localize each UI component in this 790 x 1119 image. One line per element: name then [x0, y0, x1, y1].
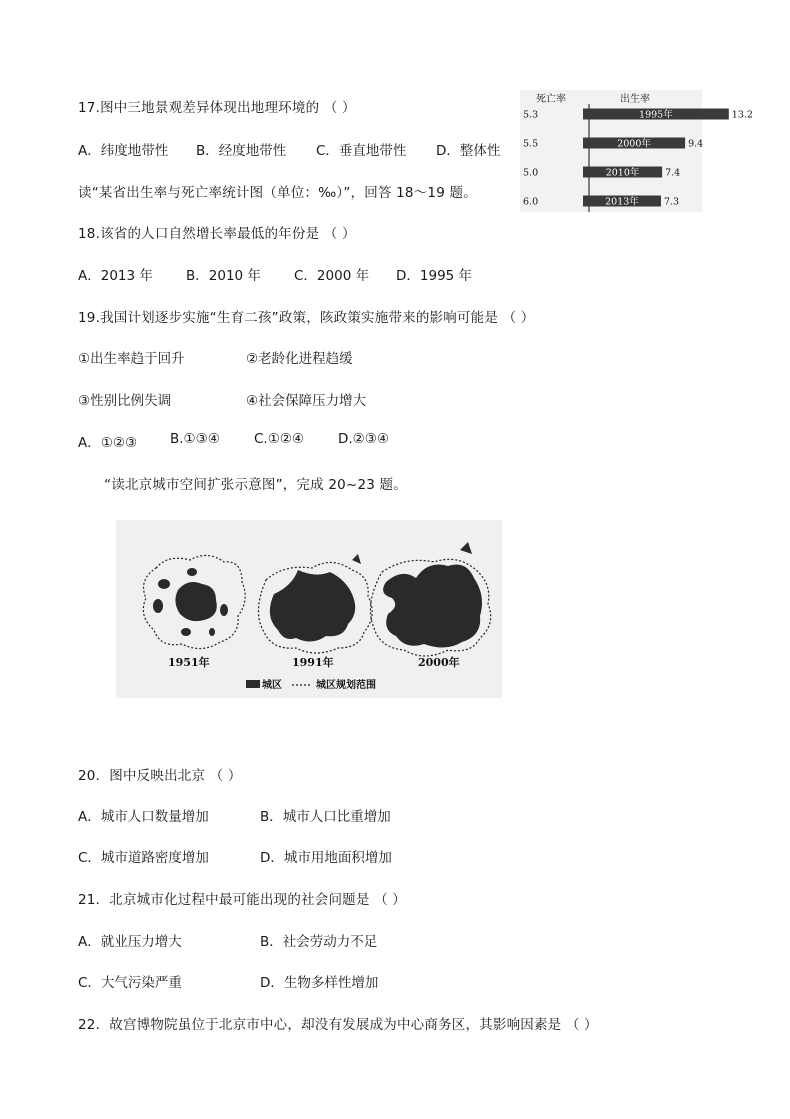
q21-option-c[interactable]: C．大气污染严重	[78, 975, 182, 991]
q21-option-b[interactable]: B．社会劳动力不足	[260, 934, 378, 950]
q19-option-b[interactable]: B.①③④	[170, 431, 220, 447]
q17-option-b[interactable]: B．经度地带性	[196, 143, 287, 159]
q17-option-a[interactable]: A．纬度地带性	[78, 143, 169, 159]
legend-urban-swatch	[246, 680, 260, 688]
death-rate-label-1: 5.5	[523, 138, 539, 150]
q19-item-1: ①出生率趋于回升	[78, 351, 185, 367]
death-rate-label-0: 5.3	[523, 109, 539, 121]
q19-option-a[interactable]: A．①②③	[78, 435, 138, 451]
map-label-1991: 1991年	[292, 656, 334, 669]
birth-death-rate-chart	[520, 90, 753, 212]
legend-death-rate: 死亡率	[536, 94, 566, 105]
q18-option-a[interactable]: A．2013 年	[78, 268, 153, 284]
q18-stem: 18.该省的人口自然增长率最低的年份是 （ ）	[78, 226, 356, 242]
q17-option-d[interactable]: D．整体性	[436, 143, 501, 159]
q17-stem: 17.图中三地景观差异体现出地理环境的 （ ）	[78, 100, 356, 116]
bar-category-label-1: 2000年	[617, 138, 651, 150]
q20-option-d[interactable]: D．城市用地面积增加	[260, 850, 392, 866]
bar-category-label-2: 2010年	[605, 167, 640, 179]
q18-option-d[interactable]: D．1995 年	[396, 268, 473, 284]
q18-option-b[interactable]: B．2010 年	[186, 268, 261, 284]
q21-option-a[interactable]: A．就业压力增大	[78, 934, 182, 950]
q19-stem: 19.我国计划逐步实施“生育二孩”政策，陔政策实施带来的影响可能是 （ ）	[78, 310, 535, 326]
map-1991	[258, 554, 372, 669]
birth-rate-label-3: 7.3	[663, 196, 680, 208]
map-label-2000: 2000年	[418, 656, 460, 669]
birth-rate-label-2: 7.4	[665, 167, 681, 179]
map-1951	[143, 555, 245, 669]
q21-option-d[interactable]: D．生物多样性增加	[260, 975, 379, 991]
birth-rate-label-0: 13.2	[731, 109, 753, 121]
beijing-expansion-map	[116, 520, 502, 698]
q20-stem: 20．图中反映出北京 （ ）	[78, 768, 242, 784]
legend-urban-label: 城区	[262, 680, 282, 691]
legend-birth-rate: 出生率	[620, 94, 650, 105]
map-2000	[370, 542, 490, 669]
birth-rate-label-1: 9.4	[688, 138, 704, 150]
q20-option-a[interactable]: A．城市人口数量增加	[78, 809, 209, 825]
intro-18-19: 读“某省出生率与死亡率统计图（单位：‰）”，回答 18～19 题。	[78, 185, 477, 201]
death-rate-label-3: 6.0	[523, 196, 539, 208]
q21-stem: 21．北京城市化过程中最可能出现的社会问题是 （ ）	[78, 892, 406, 908]
q17-option-c[interactable]: C．垂直地带性	[316, 143, 407, 159]
q20-option-c[interactable]: C．城市道路密度增加	[78, 850, 209, 866]
bar-category-label-3: 2013年	[605, 196, 639, 208]
q22-stem: 22．故宫博物院虽位于北京市中心，却没有发展成为中心商务区，其影响因素是 （ ）	[78, 1017, 598, 1033]
legend-plan-label: 城区规划范围	[316, 680, 376, 691]
q19-item-4: ④社会保障压力增大	[246, 393, 367, 409]
q20-option-b[interactable]: B．城市人口比重增加	[260, 809, 391, 825]
q19-item-2: ②老龄化进程趋缓	[246, 351, 353, 367]
q18-option-c[interactable]: C．2000 年	[294, 268, 370, 284]
intro-20-23: “读北京城市空间扩张示意图”，完成 20~23 题。	[104, 477, 407, 493]
bar-category-label-0: 1995年	[639, 109, 673, 121]
q19-option-d[interactable]: D.②③④	[338, 431, 389, 447]
death-rate-label-2: 5.0	[523, 167, 539, 179]
q19-item-3: ③性别比例失调	[78, 393, 172, 409]
q19-option-c[interactable]: C.①②④	[254, 431, 305, 447]
map-label-1951: 1951年	[168, 656, 210, 669]
